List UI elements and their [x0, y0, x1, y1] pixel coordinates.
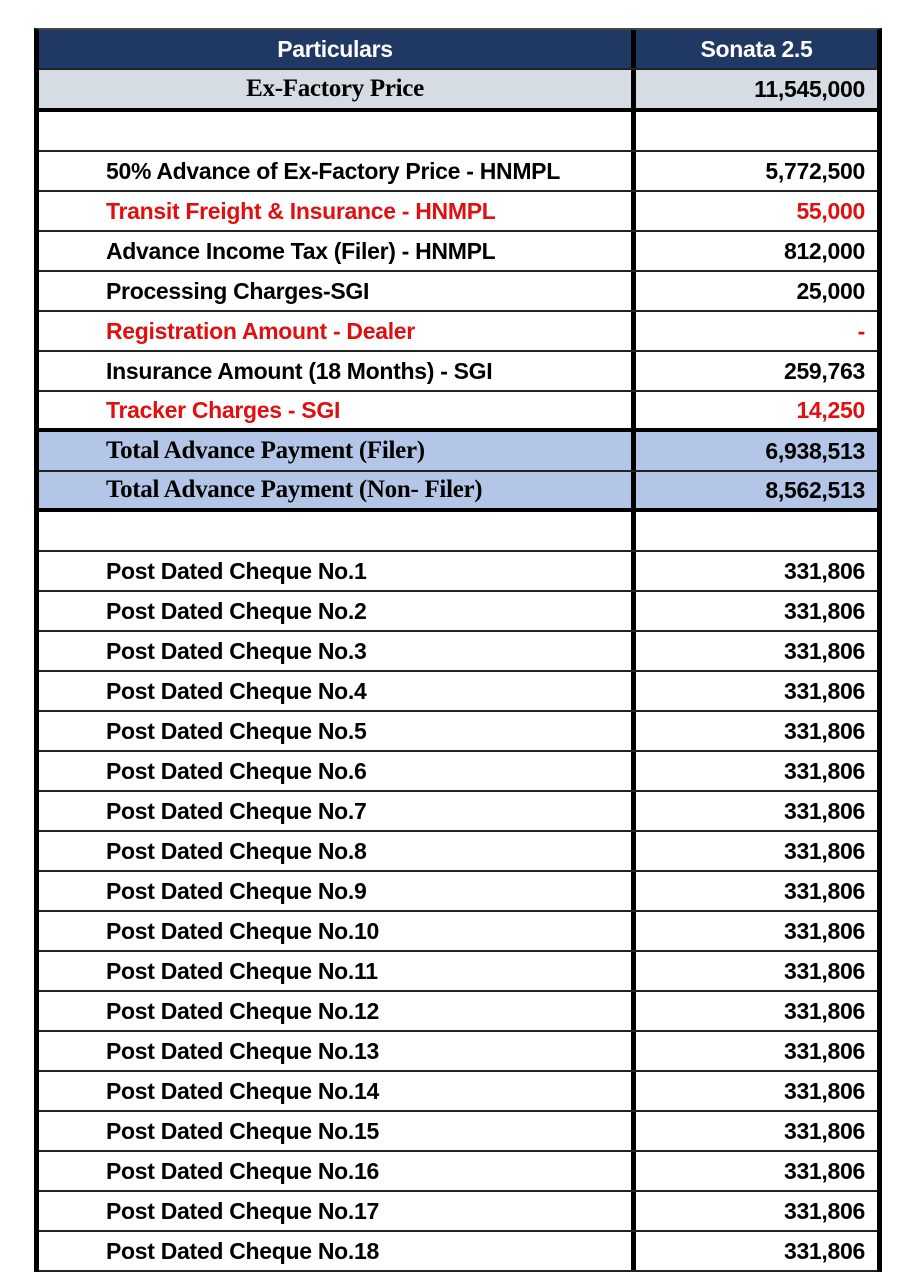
cheque-row-value-cell — [636, 752, 877, 790]
cheque-row-label-cell — [39, 1152, 636, 1190]
spacer-row — [39, 512, 877, 552]
table-header-row — [39, 30, 877, 70]
total-row-label: Total Advance Payment (Non- Filer) — [106, 476, 483, 503]
total-row-label-cell — [39, 432, 636, 470]
header-model: Sonata 2.5 — [700, 35, 813, 62]
line-item-row — [39, 392, 877, 432]
cheque-row — [39, 552, 877, 592]
spacer-cell — [636, 512, 877, 550]
line-item-row-value: 259,763 — [783, 357, 865, 384]
cheque-row-value: 331,806 — [783, 1157, 865, 1184]
line-item-row-value: - — [857, 317, 865, 344]
line-items — [39, 152, 877, 432]
ex-factory-label-cell — [39, 70, 636, 108]
cheque-row-value: 331,806 — [783, 877, 865, 904]
cheque-row-label: Post Dated Cheque No.6 — [106, 757, 367, 784]
cheque-row-value-cell — [636, 1032, 877, 1070]
cheque-row — [39, 1152, 877, 1192]
cheque-row-label: Post Dated Cheque No.8 — [106, 837, 367, 864]
cheque-row-label-cell — [39, 632, 636, 670]
cheque-row-value-cell — [636, 1232, 877, 1270]
cheque-row-label: Post Dated Cheque No.9 — [106, 877, 367, 904]
cheque-row — [39, 592, 877, 632]
cheque-row-value: 331,806 — [783, 1237, 865, 1264]
line-item-row-label: Registration Amount - Dealer — [106, 317, 415, 344]
cheque-row — [39, 1112, 877, 1152]
cheque-row-label: Post Dated Cheque No.13 — [106, 1037, 379, 1064]
cheque-row-label-cell — [39, 1232, 636, 1270]
spacer-cell — [39, 112, 636, 150]
cheque-row-label: Post Dated Cheque No.7 — [106, 797, 367, 824]
cheque-row-value: 331,806 — [783, 717, 865, 744]
cheque-row-label: Post Dated Cheque No.12 — [106, 997, 379, 1024]
cheque-row-value-cell — [636, 1072, 877, 1110]
cheque-row — [39, 872, 877, 912]
cheque-row — [39, 912, 877, 952]
cheque-row-label: Post Dated Cheque No.14 — [106, 1077, 379, 1104]
cheque-row-value: 331,806 — [783, 837, 865, 864]
cheque-row-label: Post Dated Cheque No.16 — [106, 1157, 379, 1184]
cheque-row-label-cell — [39, 872, 636, 910]
cheque-row-value: 331,806 — [783, 757, 865, 784]
cheque-row-value: 331,806 — [783, 637, 865, 664]
line-item-row-value-cell — [636, 192, 877, 230]
cheque-row-label-cell — [39, 1112, 636, 1150]
cheque-row-value-cell — [636, 832, 877, 870]
cheque-row-label-cell — [39, 592, 636, 630]
cheque-row — [39, 992, 877, 1032]
cheque-row-label-cell — [39, 832, 636, 870]
ex-factory-label: Ex-Factory Price — [246, 75, 424, 102]
cheque-row-label: Post Dated Cheque No.1 — [106, 557, 367, 584]
line-item-row-label: Processing Charges-SGI — [106, 277, 370, 304]
cheque-row-value-cell — [636, 552, 877, 590]
cheque-row — [39, 1072, 877, 1112]
cheque-row-label-cell — [39, 992, 636, 1030]
cheque-row-value-cell — [636, 872, 877, 910]
cheque-row-value-cell — [636, 712, 877, 750]
cheque-row-value-cell — [636, 672, 877, 710]
total-row — [39, 472, 877, 512]
spacer-cell — [39, 512, 636, 550]
cheque-row-value-cell — [636, 792, 877, 830]
line-item-row-label-cell — [39, 232, 636, 270]
cheque-row-label: Post Dated Cheque No.5 — [106, 717, 367, 744]
line-item-row-value: 25,000 — [796, 277, 865, 304]
header-particulars: Particulars — [277, 35, 393, 62]
ex-factory-value-cell — [636, 70, 877, 108]
cheque-row-label: Post Dated Cheque No.11 — [106, 957, 378, 984]
line-item-row-value: 55,000 — [796, 197, 865, 224]
line-item-row — [39, 192, 877, 232]
cheque-row-label: Post Dated Cheque No.17 — [106, 1197, 379, 1224]
cheque-row-label-cell — [39, 752, 636, 790]
line-item-row — [39, 352, 877, 392]
cheque-row-value: 331,806 — [783, 1117, 865, 1144]
cheque-row — [39, 1232, 877, 1272]
total-row-value-cell — [636, 432, 877, 470]
spacer-row — [39, 112, 877, 152]
cheque-row-label: Post Dated Cheque No.2 — [106, 597, 367, 624]
totals-section — [39, 432, 877, 512]
cheque-row-value: 331,806 — [783, 597, 865, 624]
line-item-row-label-cell — [39, 352, 636, 390]
cheque-row-value: 331,806 — [783, 557, 865, 584]
line-item-row-value-cell — [636, 152, 877, 190]
cheque-row-label-cell — [39, 1072, 636, 1110]
cheque-row-label-cell — [39, 792, 636, 830]
cheque-row-label-cell — [39, 912, 636, 950]
line-item-row-label: Advance Income Tax (Filer) - HNMPL — [106, 237, 496, 264]
cheque-row-label-cell — [39, 712, 636, 750]
cheque-row-label-cell — [39, 552, 636, 590]
line-item-row — [39, 272, 877, 312]
line-item-row-value-cell — [636, 312, 877, 350]
cheque-row-value: 331,806 — [783, 997, 865, 1024]
cheque-row-value-cell — [636, 992, 877, 1030]
cheque-row — [39, 712, 877, 752]
cheque-row-label: Post Dated Cheque No.3 — [106, 637, 367, 664]
cheque-row-value: 331,806 — [783, 1197, 865, 1224]
cheque-row-value-cell — [636, 632, 877, 670]
total-row-label: Total Advance Payment (Filer) — [106, 437, 425, 464]
cheque-row-value-cell — [636, 1152, 877, 1190]
cheque-row — [39, 752, 877, 792]
total-row — [39, 432, 877, 472]
post-dated-cheques — [39, 552, 877, 1272]
cheque-row-label-cell — [39, 952, 636, 990]
cheque-row-value: 331,806 — [783, 677, 865, 704]
spacer-cell — [636, 112, 877, 150]
cheque-row-value-cell — [636, 952, 877, 990]
cheque-row — [39, 832, 877, 872]
cheque-row-value: 331,806 — [783, 1077, 865, 1104]
line-item-row — [39, 312, 877, 352]
cheque-row-value: 331,806 — [783, 797, 865, 824]
cheque-row-value-cell — [636, 592, 877, 630]
line-item-row — [39, 152, 877, 192]
total-row-value-cell — [636, 472, 877, 508]
line-item-row-label-cell — [39, 312, 636, 350]
line-item-row — [39, 232, 877, 272]
cheque-row-label: Post Dated Cheque No.4 — [106, 677, 367, 704]
line-item-row-label-cell — [39, 192, 636, 230]
line-item-row-value: 5,772,500 — [765, 157, 865, 184]
cheque-row-label-cell — [39, 1192, 636, 1230]
line-item-row-value-cell — [636, 392, 877, 428]
line-item-row-label: Insurance Amount (18 Months) - SGI — [106, 357, 493, 384]
cheque-row-label: Post Dated Cheque No.10 — [106, 917, 379, 944]
total-row-value: 6,938,513 — [765, 437, 865, 464]
cheque-row-label: Post Dated Cheque No.18 — [106, 1237, 379, 1264]
line-item-row-value-cell — [636, 232, 877, 270]
cheque-row-value: 331,806 — [783, 957, 865, 984]
cheque-row — [39, 1032, 877, 1072]
line-item-row-value: 14,250 — [796, 396, 865, 423]
line-item-row-value-cell — [636, 272, 877, 310]
line-item-row-label: Transit Freight & Insurance - HNMPL — [106, 197, 496, 224]
cheque-row-label-cell — [39, 672, 636, 710]
cheque-row-value-cell — [636, 1192, 877, 1230]
total-row-label-cell — [39, 472, 636, 508]
cheque-row-value: 331,806 — [783, 917, 865, 944]
line-item-row-value: 812,000 — [783, 237, 865, 264]
cheque-row-value-cell — [636, 1112, 877, 1150]
ex-factory-row — [39, 70, 877, 112]
cheque-row-value-cell — [636, 912, 877, 950]
cheque-row — [39, 672, 877, 712]
line-item-row-value-cell — [636, 352, 877, 390]
line-item-row-label-cell — [39, 152, 636, 190]
cheque-row — [39, 1192, 877, 1232]
cheque-row-label: Post Dated Cheque No.15 — [106, 1117, 379, 1144]
header-model-cell — [636, 30, 877, 68]
cheque-row-label-cell — [39, 1032, 636, 1070]
payment-schedule-table — [34, 28, 882, 1272]
line-item-row-label: Tracker Charges - SGI — [106, 396, 341, 423]
cheque-row — [39, 632, 877, 672]
cheque-row — [39, 792, 877, 832]
cheque-row-value: 331,806 — [783, 1037, 865, 1064]
ex-factory-value: 11,545,000 — [754, 75, 865, 102]
line-item-row-label-cell — [39, 272, 636, 310]
cheque-row — [39, 952, 877, 992]
line-item-row-label-cell — [39, 392, 636, 428]
line-item-row-label: 50% Advance of Ex-Factory Price - HNMPL — [106, 157, 560, 184]
total-row-value: 8,562,513 — [765, 476, 865, 503]
header-particulars-cell — [39, 30, 636, 68]
